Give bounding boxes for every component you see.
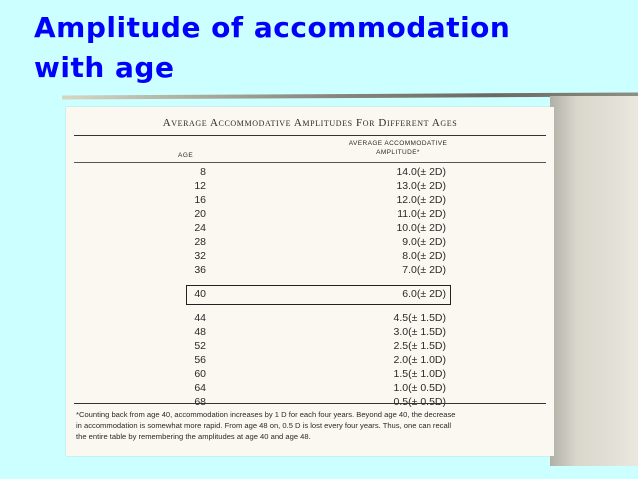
table-row xyxy=(66,249,554,263)
column-header-amplitude-line-2: AMPLITUDE* xyxy=(376,149,420,156)
footnote-line-2: in accommodation is somewhat more rapid. From age 48 on, 0.5 D is lost every four years. Thus, one can recall xyxy=(76,421,452,430)
amplitude-cell: 14.0(± 2D) xyxy=(396,166,446,178)
amplitude-cell: 2.5(± 1.5D) xyxy=(393,340,446,352)
age-cell: 32 xyxy=(194,250,206,262)
amplitude-cell: 4.5(± 1.5D) xyxy=(393,312,446,324)
table-row xyxy=(66,339,554,353)
age-cell: 36 xyxy=(194,264,206,276)
age-cell: 52 xyxy=(194,340,206,352)
amplitude-cell: 10.0(± 2D) xyxy=(396,222,446,234)
table-row xyxy=(66,221,554,235)
age-cell: 68 xyxy=(194,396,206,408)
slide-title-line-2: with age xyxy=(34,51,175,84)
amplitude-cell: 1.0(± 0.5D) xyxy=(393,382,446,394)
column-header-amplitude-line-1: AVERAGE ACCOMMODATIVE xyxy=(348,140,448,147)
age-cell: 16 xyxy=(194,194,206,206)
amplitude-cell: 2.0(± 1.0D) xyxy=(393,354,446,366)
age-cell: 8 xyxy=(200,166,206,178)
table-row xyxy=(66,179,554,193)
table-bottom-rule xyxy=(74,403,546,404)
age-cell: 44 xyxy=(194,312,206,324)
scanned-table-image xyxy=(66,107,554,456)
age-cell: 56 xyxy=(194,354,206,366)
table-row xyxy=(66,235,554,249)
table-row xyxy=(66,353,554,367)
amplitude-cell: 7.0(± 2D) xyxy=(402,264,446,276)
table-row xyxy=(66,381,554,395)
amplitude-cell: 11.0(± 2D) xyxy=(397,208,446,220)
table-row xyxy=(66,207,554,221)
table-row xyxy=(66,395,554,409)
table-top-rule xyxy=(74,135,546,136)
table-title: Average Accommodative Amplitudes For Different Ages xyxy=(162,117,458,129)
age-cell: 28 xyxy=(194,236,206,248)
amplitude-cell: 9.0(± 2D) xyxy=(402,236,446,248)
slide-title-line-1: Amplitude of accommodation xyxy=(34,11,511,44)
slide-title xyxy=(34,8,614,88)
column-header-amplitude xyxy=(338,139,458,157)
column-header-age: AGE xyxy=(178,152,194,159)
age-cell: 64 xyxy=(194,382,206,394)
age-cell: 60 xyxy=(194,368,206,380)
table-row xyxy=(66,325,554,339)
amplitude-cell: 13.0(± 2D) xyxy=(396,180,446,192)
age-cell: 48 xyxy=(194,326,206,338)
amplitude-cell: 0.5(± 0.5D) xyxy=(393,396,446,408)
amplitude-cell: 1.5(± 1.0D) xyxy=(393,368,446,380)
highlighted-row-box xyxy=(186,285,451,305)
age-cell: 12 xyxy=(194,180,206,192)
age-cell: 24 xyxy=(194,222,206,234)
footnote-line-3: the entire table by remembering the amplitudes at age 40 and age 48. xyxy=(76,432,311,441)
amplitude-cell: 8.0(± 2D) xyxy=(402,250,446,262)
table-row xyxy=(66,263,554,277)
table-footnote xyxy=(76,409,554,442)
amplitude-cell: 3.0(± 1.5D) xyxy=(393,326,446,338)
table-row xyxy=(66,193,554,207)
scan-shadow-edge xyxy=(550,96,638,466)
amplitude-cell: 12.0(± 2D) xyxy=(396,194,446,206)
table-row xyxy=(66,367,554,381)
footnote-line-1: *Counting back from age 40, accommodation increases by 1 D for each four years. Beyond age 40, the decrease xyxy=(76,410,456,419)
age-cell: 40 xyxy=(194,288,206,300)
age-cell: 20 xyxy=(194,208,206,220)
table-row xyxy=(66,311,554,325)
table-row xyxy=(66,165,554,179)
amplitude-cell: 6.0(± 2D) xyxy=(402,288,446,300)
header-rule xyxy=(74,162,546,163)
